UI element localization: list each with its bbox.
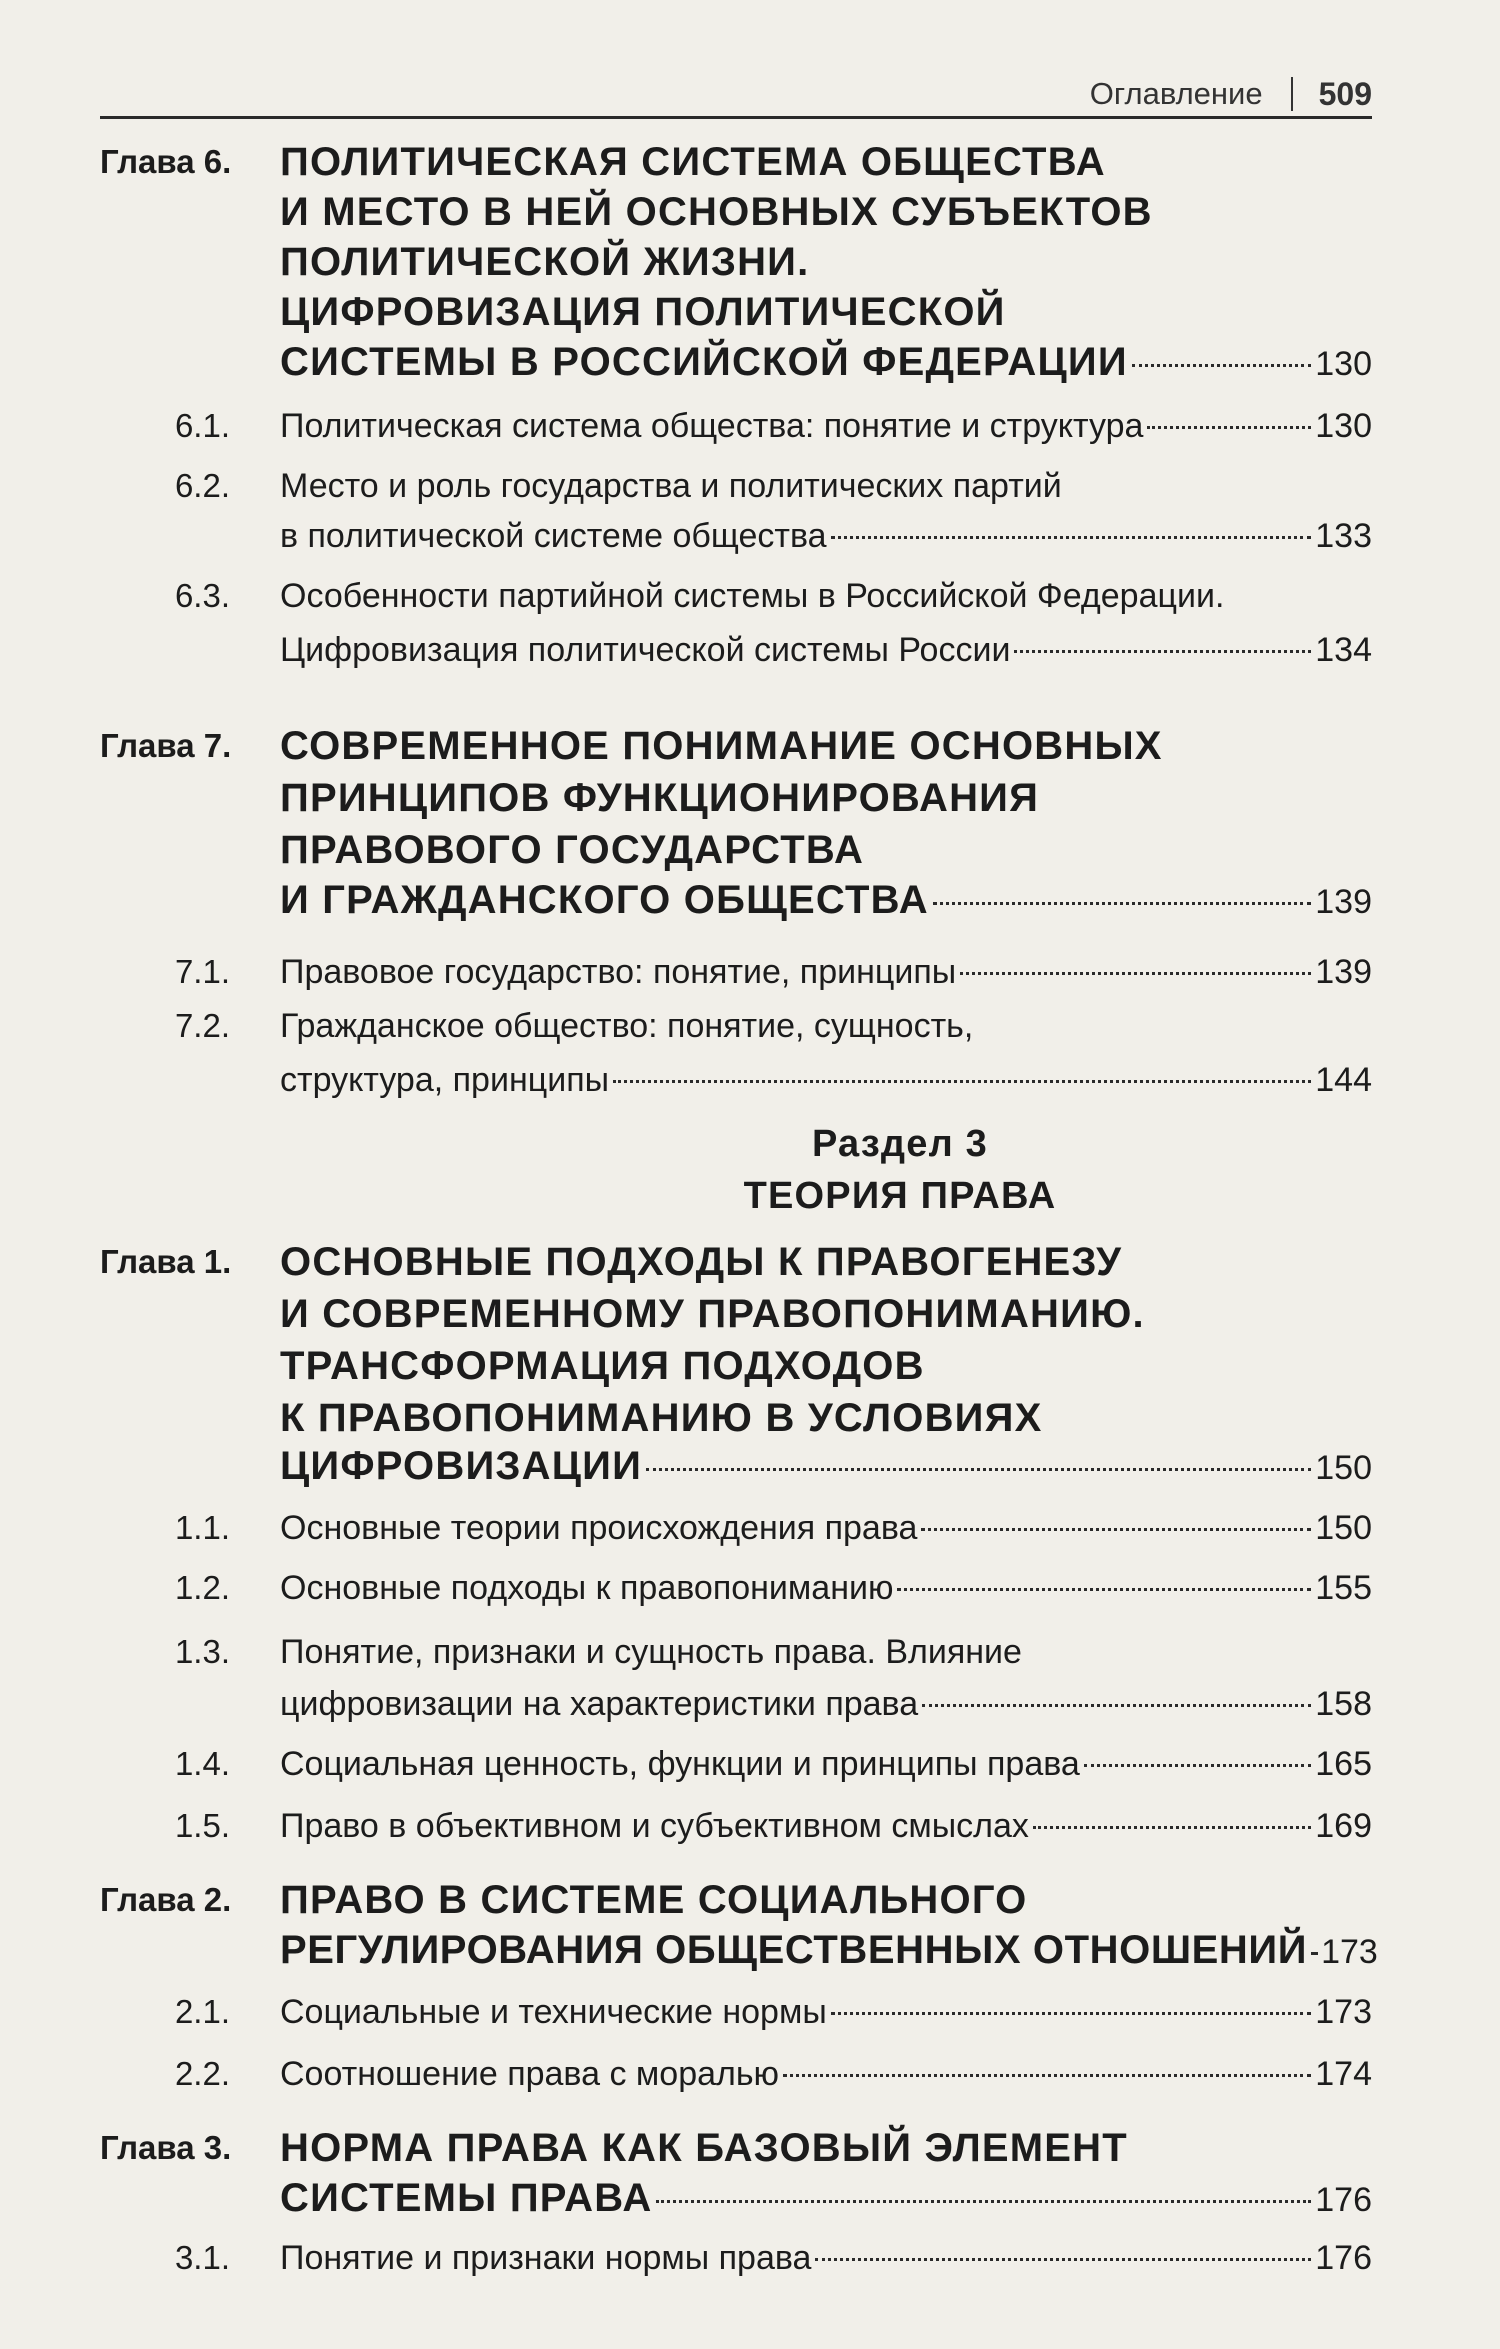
toc-item-1-5[interactable] [0, 1800, 1500, 1852]
page-ref: 165 [1315, 1745, 1372, 1783]
chapter-title-line: И МЕСТО В НЕЙ ОСНОВНЫХ СУБЪЕКТОВ [280, 190, 1153, 234]
item-number: 7.1. [174, 953, 230, 990]
item-number: 6.1. [174, 407, 230, 444]
toc-item-6-3[interactable] [0, 570, 1500, 622]
toc-item-1-3[interactable] [0, 1626, 1500, 1678]
page-ref: 133 [1315, 517, 1372, 555]
page-ref: 139 [1315, 883, 1372, 921]
page-ref: 176 [1315, 2181, 1372, 2219]
toc-item-7-2-cont [0, 1054, 1500, 1106]
page-ref: 134 [1315, 631, 1372, 669]
item-number: 1.2. [174, 1569, 230, 1606]
chapter-title-line: ПРИНЦИПОВ ФУНКЦИОНИРОВАНИЯ [280, 776, 1040, 820]
toc-item-6-1[interactable] [0, 400, 1500, 452]
item-title: цифровизации на характеристики права [280, 1685, 919, 1723]
toc-chapter-1-cont [0, 1288, 1500, 1340]
item-number: 2.2. [174, 2055, 230, 2092]
item-title: Основные теории происхождения права [280, 1509, 918, 1547]
section-title[interactable]: ТЕОРИЯ ПРАВА [743, 1175, 1057, 1217]
toc-item-1-2[interactable] [0, 1562, 1500, 1614]
chapter-title-line: ПОЛИТИЧЕСКАЯ СИСТЕМА ОБЩЕСТВА [280, 140, 1106, 184]
page-ref: 144 [1315, 1061, 1372, 1099]
item-number: 1.1. [174, 1509, 230, 1546]
item-title: Право в объективном и субъективном смыслах [280, 1807, 1029, 1845]
leader-dots [613, 1080, 1311, 1083]
page-ref: 150 [1315, 1509, 1372, 1547]
chapter-label: Глава 7. [100, 727, 232, 764]
toc-item-6-3-cont [0, 624, 1500, 676]
chapter-title-line: СИСТЕМЫ ПРАВА [280, 2176, 653, 2220]
leader-dots [656, 2200, 1311, 2203]
toc-item-7-1[interactable] [0, 946, 1500, 998]
section-label: Раздел 3 [811, 1123, 989, 1165]
toc-item-3-1[interactable] [0, 2232, 1500, 2284]
leader-dots [646, 1468, 1311, 1471]
toc-chapter-7[interactable] [0, 720, 1500, 772]
page-ref: 150 [1315, 1449, 1372, 1487]
running-header-title: Оглавление [1089, 76, 1263, 111]
leader-dots [815, 2258, 1311, 2261]
chapter-title-line: НОРМА ПРАВА КАК БАЗОВЫЙ ЭЛЕМЕНТ [280, 2126, 1128, 2170]
item-number: 1.5. [174, 1807, 230, 1844]
chapter-label: Глава 2. [100, 1881, 232, 1918]
chapter-label: Глава 3. [100, 2129, 232, 2166]
toc-item-1-1[interactable] [0, 1502, 1500, 1554]
leader-dots [1014, 650, 1311, 653]
chapter-title-line: ТРАНСФОРМАЦИЯ ПОДХОДОВ [280, 1344, 925, 1388]
item-title: Место и роль государства и политических партий [280, 467, 1062, 505]
toc-chapter-6-cont [0, 336, 1500, 388]
chapter-title-line: СИСТЕМЫ В РОССИЙСКОЙ ФЕДЕРАЦИИ [280, 340, 1128, 384]
leader-dots [1132, 364, 1311, 367]
toc-chapter-1[interactable] [0, 1236, 1500, 1288]
toc-chapter-1-cont [0, 1392, 1500, 1444]
leader-dots [1311, 1952, 1317, 1955]
chapter-title-line: ПРАВОВОГО ГОСУДАРСТВА [280, 828, 865, 872]
item-number: 3.1. [174, 2239, 230, 2276]
toc-chapter-7-cont [0, 772, 1500, 824]
chapter-title-line: И СОВРЕМЕННОМУ ПРАВОПОНИМАНИЮ. [280, 1292, 1145, 1336]
chapter-title-line: К ПРАВОПОНИМАНИЮ В УСЛОВИЯХ [280, 1396, 1043, 1440]
item-number: 2.1. [174, 1993, 230, 2030]
item-title: Понятие, признаки и сущность права. Влияние [280, 1633, 1022, 1671]
leader-dots [960, 972, 1311, 975]
item-number: 6.3. [174, 577, 230, 614]
item-title: структура, принципы [280, 1061, 610, 1099]
toc-chapter-3[interactable] [0, 2122, 1500, 2174]
running-header [1090, 72, 1372, 116]
chapter-title-line: ПРАВО В СИСТЕМЕ СОЦИАЛЬНОГО [280, 1878, 1028, 1922]
page-ref: 169 [1315, 1807, 1372, 1845]
toc-item-2-1[interactable] [0, 1986, 1500, 2038]
item-number: 1.4. [174, 1745, 230, 1782]
leader-dots [933, 902, 1311, 905]
item-title: Социальные и технические нормы [280, 1993, 827, 2031]
item-title: Особенности партийной системы в Российской Федерации. [280, 577, 1225, 615]
page-ref: 155 [1315, 1569, 1372, 1607]
item-title: Правовое государство: понятие, принципы [280, 953, 957, 991]
leader-dots [897, 1588, 1311, 1591]
toc-item-1-3-cont [0, 1678, 1500, 1730]
page-ref: 174 [1315, 2055, 1372, 2093]
item-title: Понятие и признаки нормы права [280, 2239, 812, 2277]
toc-chapter-7-cont [0, 874, 1500, 926]
chapter-label: Глава 1. [100, 1243, 232, 1280]
page-number: 509 [1318, 75, 1372, 112]
leader-dots [831, 536, 1312, 539]
item-number: 1.3. [174, 1633, 230, 1670]
chapter-title-line: РЕГУЛИРОВАНИЯ ОБЩЕСТВЕННЫХ ОТНОШЕНИЙ [280, 1928, 1308, 1972]
page-ref: 158 [1315, 1685, 1372, 1723]
header-rule [100, 116, 1372, 119]
chapter-title-line: ЦИФРОВИЗАЦИЯ ПОЛИТИЧЕСКОЙ [280, 290, 1006, 334]
page-ref: 130 [1315, 345, 1372, 383]
item-title: Соотношение права с моралью [280, 2055, 780, 2093]
toc-chapter-6[interactable] [0, 136, 1500, 188]
page-ref: 173 [1315, 1993, 1372, 2031]
leader-dots [922, 1704, 1311, 1707]
item-title: Основные подходы к правопониманию [280, 1569, 894, 1607]
chapter-title-line: ЦИФРОВИЗАЦИИ [280, 1444, 643, 1488]
toc-chapter-7-cont [0, 824, 1500, 876]
leader-dots [1033, 1826, 1311, 1829]
leader-dots [921, 1528, 1311, 1531]
toc-chapter-2-cont [0, 1924, 1500, 1976]
toc-chapter-6-cont [0, 186, 1500, 238]
toc-chapter-6-cont [0, 236, 1500, 288]
toc-chapter-1-cont [0, 1440, 1500, 1492]
item-title: Цифровизация политической системы России [280, 631, 1011, 669]
item-number: 7.2. [174, 1007, 230, 1044]
toc-item-6-2[interactable] [0, 460, 1500, 512]
page-ref: 130 [1315, 407, 1372, 445]
item-title: Гражданское общество: понятие, сущность, [280, 1007, 974, 1045]
leader-dots [831, 2012, 1311, 2015]
toc-item-1-4[interactable] [0, 1738, 1500, 1790]
page-ref: 176 [1315, 2239, 1372, 2277]
toc-chapter-1-cont [0, 1340, 1500, 1392]
toc-chapter-2[interactable] [0, 1874, 1500, 1926]
chapter-title-line: И ГРАЖДАНСКОГО ОБЩЕСТВА [280, 878, 929, 922]
chapter-title-line: ОСНОВНЫЕ ПОДХОДЫ К ПРАВОГЕНЕЗУ [280, 1240, 1123, 1284]
leader-dots [1147, 426, 1311, 429]
item-title: Политическая система общества: понятие и структура [280, 407, 1144, 445]
header-separator [1291, 77, 1293, 111]
item-title: в политической системе общества [280, 517, 827, 555]
leader-dots [1084, 1764, 1311, 1767]
toc-item-6-2-cont [0, 510, 1500, 562]
item-title: Социальная ценность, функции и принципы права [280, 1745, 1080, 1783]
toc-chapter-6-cont [0, 286, 1500, 338]
page-ref: 173 [1321, 1933, 1378, 1971]
chapter-title-line: СОВРЕМЕННОЕ ПОНИМАНИЕ ОСНОВНЫХ [280, 724, 1163, 768]
item-number: 6.2. [174, 467, 230, 504]
toc-chapter-3-cont [0, 2172, 1500, 2224]
chapter-label: Глава 6. [100, 143, 232, 180]
leader-dots [783, 2074, 1311, 2077]
toc-item-2-2[interactable] [0, 2048, 1500, 2100]
page-ref: 139 [1315, 953, 1372, 991]
chapter-title-line: ПОЛИТИЧЕСКОЙ ЖИЗНИ. [280, 240, 810, 284]
toc-item-7-2[interactable] [0, 1000, 1500, 1052]
